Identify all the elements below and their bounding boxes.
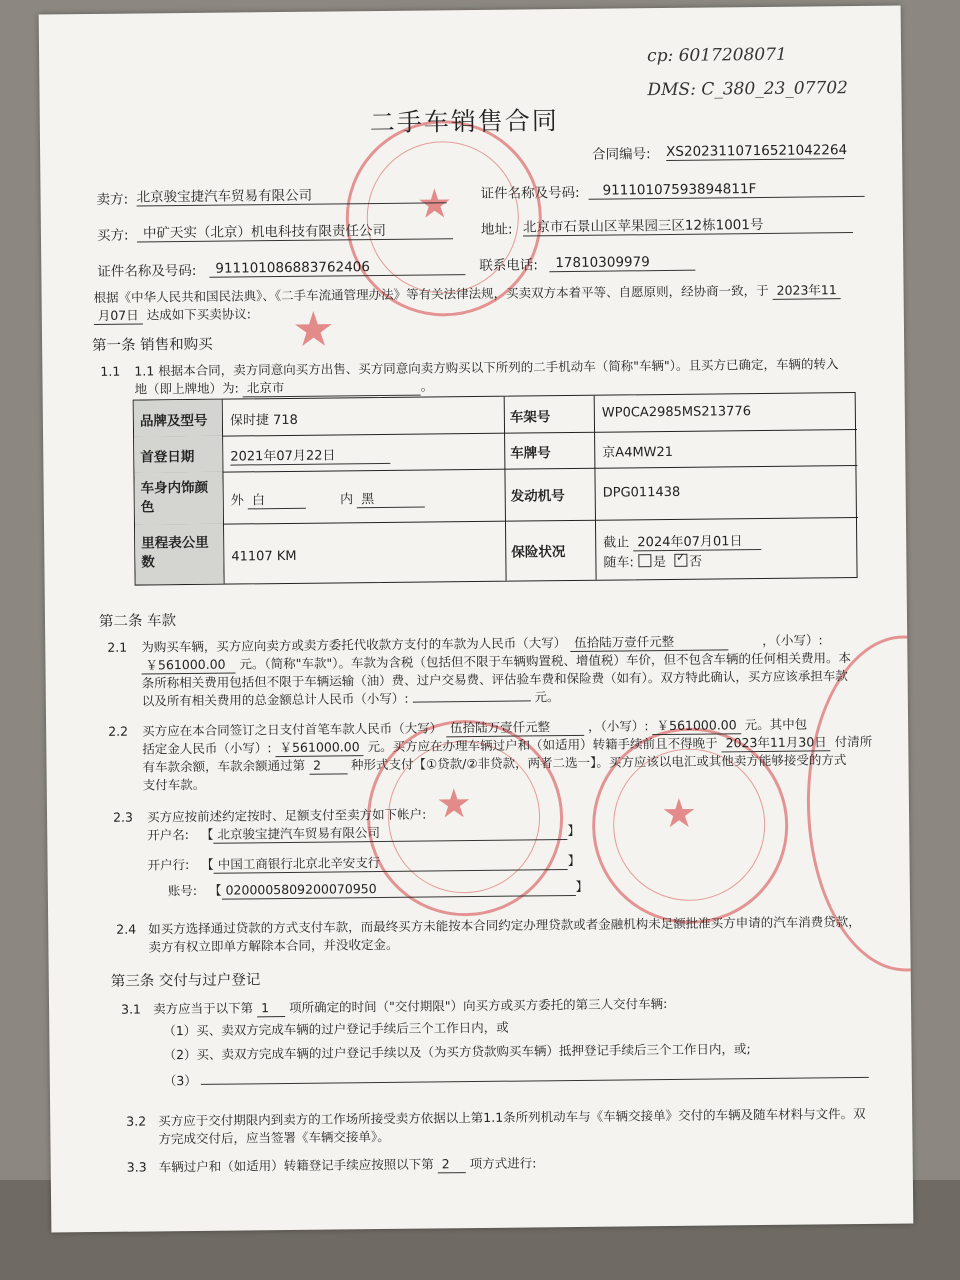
- buyer-id-value: 911101086883762406: [209, 258, 465, 278]
- clause-3-3-number: 3.3: [126, 1159, 147, 1175]
- clause-2-2-line1: 买方应在本合同签订之日支付首笔车款人民币（大写） 伍拾陆万壹仟元整 ，（小写）: ￥561000.00 元。其中包: [142, 716, 808, 739]
- clause-2-3-number: 2.3: [112, 809, 134, 825]
- reg-date-label: 首登日期: [134, 436, 222, 473]
- clause-2-1-line2: ￥561000.00 元。（简称"车款"）。车款为含税（包括但不限于车辆购置税、增值税）车价，但不包含车辆的任何相关费用。本: [141, 650, 851, 674]
- insurance-yes-checkbox[interactable]: [638, 554, 651, 567]
- color-values: 外 白 内 黑: [231, 488, 426, 510]
- insurance-no-checkbox[interactable]: ✓: [674, 554, 687, 567]
- clause-2-4-line2: 卖方有权立即单方解除本合同，并没收定金。: [148, 936, 399, 955]
- insurance-label: 保险状况: [511, 544, 566, 561]
- seal-star-left: ★: [291, 301, 336, 358]
- handwritten-cp-note: cp: 6017208071: [647, 44, 787, 67]
- intro-paragraph: 根据《中华人民共和国民法典》、《二手车流通管理办法》等有关法律法规，买卖双方本着平等、自愿原则，经协商一致，于 2023年11: [94, 282, 841, 307]
- clause-3-1-text: 卖方应当于以下第 1 项所确定的时间（"交付期限"）向买方或买方委托的第三人交付车辆:: [152, 996, 668, 1017]
- clause-3-1-number: 3.1: [120, 1001, 142, 1017]
- phone-label: 联系电话:: [479, 257, 538, 274]
- clause-1-1-number: 1.1: [100, 363, 121, 379]
- mileage-value: 41107 KM: [231, 548, 297, 565]
- address-value: 北京市石景山区苹果园三区12栋1001号: [523, 216, 853, 236]
- phone-value: 17810309979: [549, 254, 695, 273]
- vin-label: 车架号: [509, 409, 551, 426]
- section-2-heading: 第二条 车款: [98, 613, 177, 630]
- clause-1-1-text: 1.1 根据本合同，卖方同意向买方出售、买方同意向卖方购买以下所列的二手机动车（简称"车辆"）。且买方已确定，车辆的转入: [134, 356, 839, 379]
- address-label: 地址:: [480, 221, 513, 238]
- delivery-option-3: （3）: [164, 1066, 869, 1089]
- vehicle-info-table: [133, 392, 858, 586]
- insurance-with-car: 随车: 是 ✓ 否: [603, 550, 703, 571]
- engine-value: DPG011438: [602, 484, 681, 501]
- clause-3-3-text: 车辆过户和（如适用）转籍登记手续应按照以下第 2 项方式进行:: [158, 1155, 537, 1175]
- clause-2-3-text: 买方应按前述约定按时、足额支付至卖方如下帐户:: [146, 806, 427, 825]
- brand-value: 保时捷 718: [229, 412, 298, 429]
- clause-2-2-line3: 有车款余额，车款余额通过第 2 种形式支付【①贷款/②非贷款，两者二选一】。买方应该以电汇或其他卖方能够接受的方式: [142, 752, 847, 775]
- seller-value: 北京骏宝捷汽车贸易有限公司: [136, 186, 446, 206]
- clause-2-1-line4: 以及所有相关费用的总金额总计人民币（小写）: 元。: [141, 689, 560, 709]
- seller-label: 卖方:: [96, 191, 129, 208]
- clause-2-2-number: 2.2: [108, 723, 129, 739]
- clause-3-2-number: 3.2: [126, 1113, 147, 1129]
- company-seal-middle: ★: [366, 719, 564, 917]
- handwritten-dms-note: DMS: C_380_23_07702: [647, 78, 849, 101]
- mileage-label: 里程表公里 数: [135, 524, 224, 585]
- section-3-heading: 第三条 交付与过户登记: [110, 972, 261, 990]
- clause-2-2-line2: 括定金人民币（小写）: ￥561000.00 元。买方应在办理车辆过户和（如适用）转籍手续前且不得晚于 2023年11月30日 付清所: [142, 733, 873, 757]
- clause-2-1-number: 2.1: [107, 639, 128, 655]
- clause-2-4-line1: 如买方选择通过贷款的方式支付车款，而最终买方未能按本合同约定办理贷款或者金融机构未足额批准买方申请的汽车消费贷款，: [148, 913, 861, 937]
- plate-value: 京A4MW21: [602, 444, 674, 461]
- bank-row: 开户行: 【 中国工商银行北京北辛安支行 】: [147, 852, 581, 873]
- clause-1-1-text-end: 地（即上牌地）为: 北京市 。: [134, 378, 434, 397]
- vin-value: WP0CA2985MS213776: [601, 404, 752, 421]
- reg-date-value: 2021年07月22日: [230, 444, 390, 466]
- clause-3-2-line2: 方完成交付后，应当签署《车辆交接单》。: [158, 1128, 390, 1147]
- seller-id-label: 证件名称及号码:: [480, 184, 580, 202]
- insurance-expiry: 截止 2024年07月01日: [603, 530, 761, 552]
- account-no-row: 账号: 【 0200005809200070950 】: [167, 878, 589, 899]
- company-seal-top: ★: [345, 119, 543, 317]
- clause-3-2-line1: 买方应于交付期限内到卖方的工作场所接受卖方依据以上第1.1条所列机动车与《车辆交接单》交付的车辆及随车材料与文件。双: [158, 1105, 866, 1129]
- delivery-option-2: （2）买、卖双方完成车辆的过户登记手续以及（为买方贷款购买车辆）抵押登记手续后三个工作日内，或;: [163, 1041, 751, 1063]
- plate-label: 车牌号: [510, 445, 551, 462]
- buyer-id-label: 证件名称及号码:: [97, 262, 197, 280]
- engine-label: 发动机号: [510, 488, 565, 505]
- clause-2-4-number: 2.4: [116, 921, 137, 937]
- clause-2-1-line1: 为购买车辆，买方应向卖方或卖方委托代收款方支付的车款为人民币（大写） 伍拾陆万壹仟元整 ，（小写）:: [141, 632, 823, 655]
- intro-paragraph-end: 月07日 达成如下买卖协议:: [94, 306, 251, 325]
- clause-2-2-line4: 支付车款。: [142, 776, 206, 793]
- contract-title: 二手车销售合同: [369, 106, 559, 138]
- account-name-row: 开户名: 【 北京骏宝捷汽车贸易有限公司 】: [147, 822, 581, 843]
- buyer-label: 买方:: [96, 227, 129, 244]
- section-1-heading: 第一条 销售和购买: [92, 336, 213, 355]
- contract-no-value: XS2023110716521042264: [666, 142, 848, 160]
- color-label: 车身内饰颜 色: [134, 472, 223, 525]
- clause-2-1-line3: 条所称相关费用包括但不限于车辆运输（油）费、过户交易费、评估验车费和保险费（如有）。双方特此确认，买方应该承担车款: [141, 668, 848, 691]
- delivery-option-1: （1）买、卖双方完成车辆的过户登记手续后三个工作日内，或: [163, 1019, 509, 1039]
- contract-paper: [39, 6, 914, 1233]
- company-seal-right: ★: [591, 727, 789, 925]
- brand-label: 品牌及型号: [134, 400, 222, 437]
- buyer-value: 中矿天实（北京）机电科技有限责任公司: [137, 222, 453, 242]
- contract-no-label: 合同编号:: [592, 146, 651, 163]
- seller-id-value: 91110107593894811F: [588, 180, 864, 200]
